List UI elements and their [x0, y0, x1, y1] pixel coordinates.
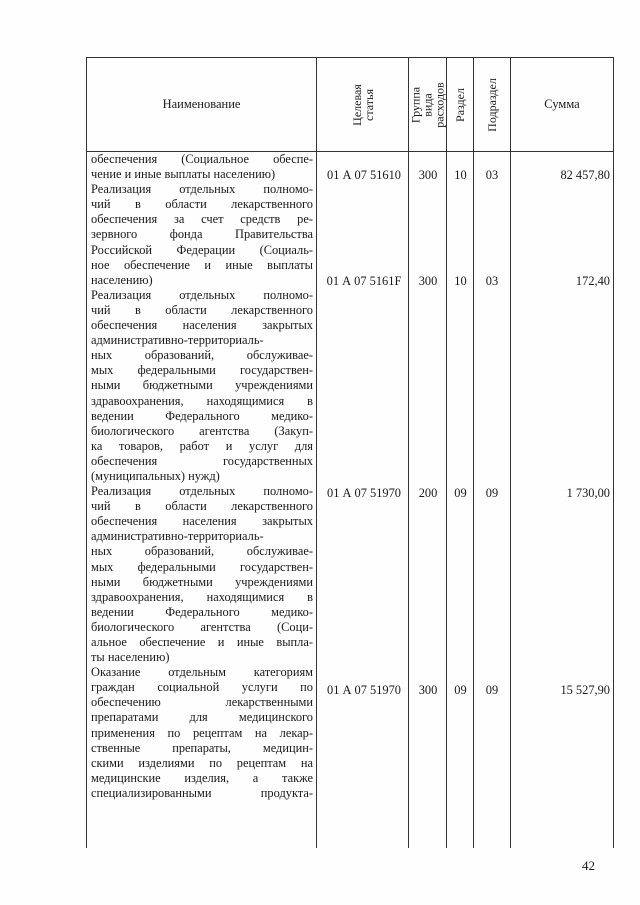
name-line: Реализация отдельных полномо-	[91, 287, 313, 302]
name-line: ведении Федерального медико-	[91, 408, 313, 423]
header-subsection	[474, 58, 510, 151]
name-line: чение и иные выплаты населению)	[91, 167, 276, 182]
name-line: населению)	[91, 272, 153, 287]
sum-cell: 1 730,00	[566, 486, 610, 500]
header-group-label: Группа вида расходов	[408, 81, 447, 128]
name-line: чий в области лекарственного	[91, 499, 313, 514]
header-code	[317, 58, 408, 151]
name-line: административно-территориаль-	[91, 333, 264, 348]
name-line: чий в области лекарственного	[91, 197, 313, 212]
name-line: препаратами для медицинского	[91, 710, 313, 725]
name-line: обеспечения населения закрытых	[91, 318, 313, 333]
header-sum	[511, 58, 613, 151]
name-line: зервного фонда Правительства	[91, 227, 313, 242]
name-line: ное обеспечение и иные выплаты	[91, 257, 313, 272]
name-line: граждан социальной услуги по	[91, 680, 313, 695]
page-number: 42	[582, 858, 595, 873]
table-row	[87, 167, 614, 183]
name-column	[91, 152, 313, 801]
group-cell: 300	[418, 168, 438, 182]
name-line: ными бюджетными учреждениями	[91, 378, 313, 393]
group-cell: 300	[418, 274, 438, 288]
name-line: чий в области лекарственного	[91, 302, 313, 317]
section-cell: 09	[454, 683, 467, 697]
section-cell: 10	[454, 274, 467, 288]
header-sum-label: Сумма	[544, 97, 580, 111]
name-line: ных образований, обслуживае-	[91, 348, 313, 363]
section-cell: 09	[454, 486, 467, 500]
name-line: специализированными продукта-	[91, 785, 313, 800]
subsection-cell: 03	[485, 274, 499, 288]
name-line: обеспечения населения закрытых	[91, 514, 313, 529]
header-name	[87, 58, 316, 151]
table-row	[87, 682, 614, 698]
subsection-cell: 09	[485, 683, 499, 697]
name-line: биологического агентства (Соци-	[91, 619, 313, 634]
header-section-label: Раздел	[453, 87, 468, 122]
name-line: Реализация отдельных полномо-	[91, 182, 313, 197]
header-code-label: Целевая статья	[349, 83, 376, 126]
group-cell: 300	[418, 683, 438, 697]
name-line: обеспечения (Социальное обеспе-	[91, 152, 313, 166]
name-line: биологического агентства (Закуп-	[91, 423, 313, 438]
name-line: Российской Федерации (Социаль-	[91, 242, 313, 257]
name-line: ными бюджетными учреждениями	[91, 574, 313, 589]
name-line: альное обеспечение и иные выпла-	[91, 635, 313, 649]
name-line: ственные препараты, медицин-	[91, 740, 313, 755]
header-subsection-label: Подраздел	[485, 77, 500, 132]
code-cell: 01 А 07 5161F	[326, 274, 402, 288]
subsection-cell: 03	[485, 168, 499, 182]
section-cell: 10	[454, 168, 467, 182]
subsection-cell: 09	[485, 486, 499, 500]
code-cell: 01 А 07 51970	[327, 683, 401, 697]
header-section	[447, 58, 473, 151]
name-line: Оказание отдельным категориям	[91, 665, 313, 680]
sum-cell: 172,40	[575, 274, 610, 288]
name-line: ведении Федерального медико-	[91, 604, 313, 619]
name-line: обеспечению лекарственными	[91, 695, 313, 710]
sum-cell: 82 457,80	[560, 168, 610, 182]
name-line: мых федеральными государствен-	[91, 559, 313, 574]
name-line: Реализация отдельных полномо-	[91, 484, 313, 499]
name-line: здравоохранения, находящимися в	[91, 589, 313, 604]
name-line: скими изделиями по рецептам на	[91, 755, 313, 770]
name-line: обеспечения за счет средств ре-	[91, 212, 313, 227]
name-line: мых федеральными государствен-	[91, 363, 313, 378]
name-line: ка товаров, работ и услуг для	[91, 438, 313, 453]
code-cell: 01 А 07 51970	[327, 486, 401, 500]
name-line: административно-территориаль-	[91, 529, 264, 544]
name-line: обеспечения государственных	[91, 453, 313, 468]
budget-table	[86, 57, 614, 848]
header-name-label: Наименование	[162, 97, 241, 111]
name-line: медицинские изделия, а также	[91, 770, 313, 785]
code-cell: 01 А 07 51610	[327, 168, 401, 182]
header-group	[409, 58, 446, 151]
name-line: применения по рецептам на лекар-	[91, 725, 313, 740]
name-line: ных образований, обслуживае-	[91, 544, 313, 559]
table-row	[87, 485, 614, 501]
sum-cell: 15 527,90	[560, 683, 610, 697]
name-line: (муниципальных) нужд)	[91, 468, 220, 483]
table-row	[87, 273, 614, 289]
name-line: здравоохранения, находящимися в	[91, 393, 313, 408]
name-line: ты населению)	[91, 650, 170, 665]
group-cell: 200	[418, 486, 438, 500]
